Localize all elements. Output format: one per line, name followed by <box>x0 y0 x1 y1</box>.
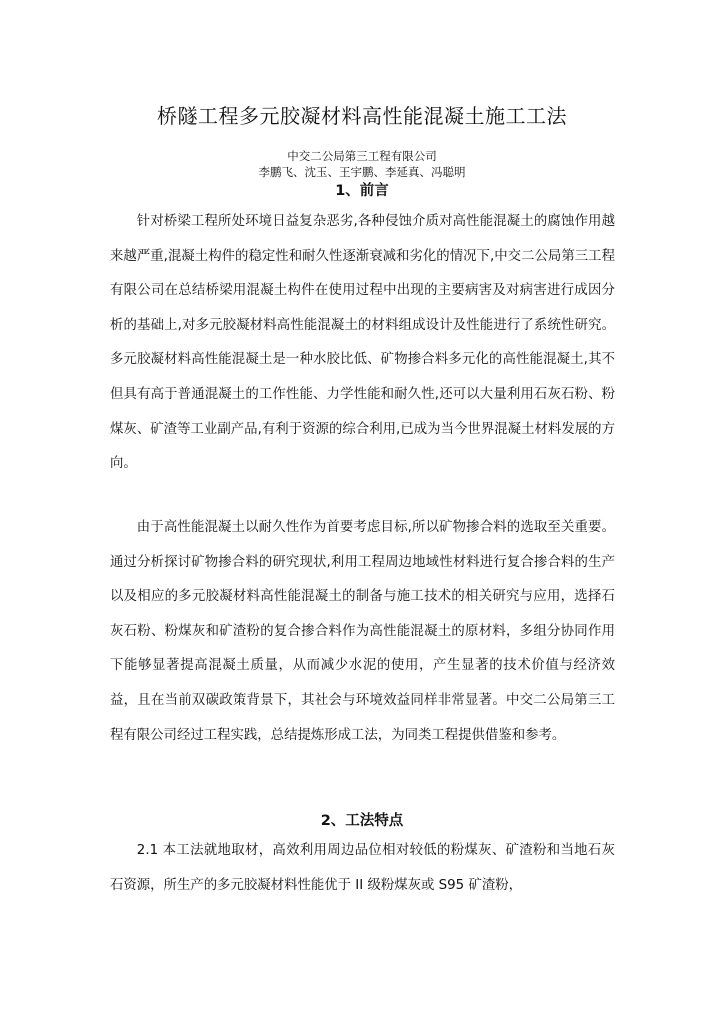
section-heading-method-features: 2、工法特点 <box>320 813 404 829</box>
document-title: 桥隧工程多元胶凝材料高性能混凝土施工工法 <box>157 104 567 128</box>
organization-name: 中交二公局第三工程有限公司 <box>287 149 437 163</box>
paragraph-preface-1: 针对桥梁工程所处环境日益复杂恶劣,各种侵蚀介质对高性能混凝土的腐蚀作用越来越严重,混凝土构件的稳定性和耐久性逐渐衰减和劣化的情况下,中交二公局第三工程有限公司在总结桥梁用混凝土构件在使用过程中出现的主要病害及对病害进行成因分析的基础上,对多元胶凝材料高性能混凝土的材料组成设计及性能进行了系统性研究。多元胶凝材料高性能混凝土是一种水胶比低、矿物掺合料多元化的高性能混凝土,其不但具有高于普通混凝土的工作性能、力学性能和耐久性,还可以大量利用石灰石粉、粉煤灰、矿渣等工业副产品,有利于资源的综合利用,已成为当今世界混凝土材料发展的方向。 <box>110 214 615 472</box>
paragraph-preface-2: 由于高性能混凝土以耐久性作为首要考虑目标,所以矿物掺合料的选取至关重要。通过分析探讨矿物掺合料的研究现状,利用工程周边地域性材料进行复合掺合料的生产以及相应的多元胶凝材料高性能混凝土的制备与施工技术的相关研究与应用，选择石灰石粉、粉煤灰和矿渣粉的复合掺合料作为高性能混凝土的原材料，多组分协同作用下能够显著提高混凝土质量，从而减少水泥的使用，产生显著的技术价值与经济效益，且在当前双碳政策背景下，其社会与环境效益同样非常显著。中交二公局第三工程有限公司经过工程实践，总结提炼形成工法，为同类工程提供借鉴和参考。 <box>110 520 615 743</box>
paragraph-method-features-1: 2.1 本工法就地取材，高效利用周边品位相对较低的粉煤灰、矿渣粉和当地石灰石资源，所生产的多元胶凝材料性能优于 II 级粉煤灰或 S95 矿渣粉， <box>110 843 615 893</box>
section-heading-preface: 1、前言 <box>335 183 389 199</box>
author-list: 李鹏飞、沈玉、王宇鹏、李延真、冯聪明 <box>258 165 466 179</box>
